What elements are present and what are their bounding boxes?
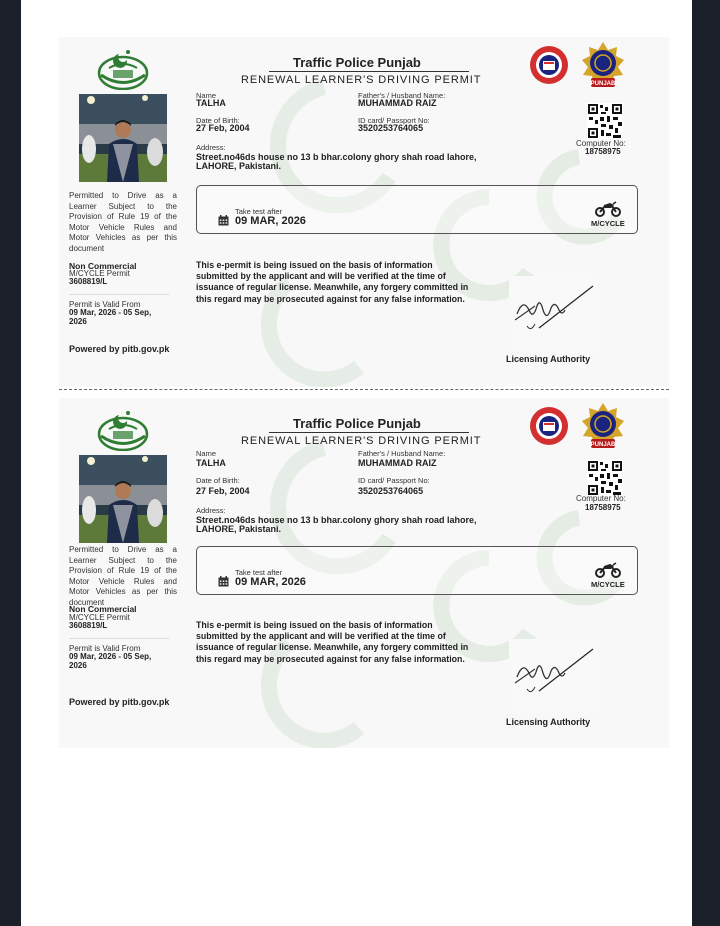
address-label: Address: <box>196 506 226 515</box>
computer-no-value: 18758975 <box>585 147 621 156</box>
header-title: Traffic Police Punjab <box>293 416 421 431</box>
powered-by: Powered by pitb.gov.pk <box>69 697 170 707</box>
signature <box>509 276 597 350</box>
punjab-police-badge <box>581 402 625 452</box>
name-value: TALHA <box>196 98 226 108</box>
address-line-1: Street.no46ds house no 13 b bhar.colony ghory shah road lahore, <box>196 515 477 525</box>
header-rule <box>269 71 469 72</box>
computer-no-label: Computer No: <box>576 494 626 503</box>
name-label: Name <box>196 91 217 100</box>
computer-no-label: Computer No: <box>576 139 626 148</box>
header-subtitle: RENEWAL LEARNER'S DRIVING PERMIT <box>241 74 482 86</box>
father-label: Father's / Husband Name: <box>358 449 446 458</box>
punjab-govt-logo <box>95 405 151 451</box>
id-label: ID card/ Passport No: <box>358 116 430 125</box>
qr-code <box>587 103 623 139</box>
permit-type: M/CYCLE Permit <box>69 613 130 622</box>
permit-card-1 <box>59 37 669 387</box>
address-line-2: LAHORE, Pakistani. <box>196 524 282 534</box>
father-value: MUHAMMAD RAIZ <box>358 98 437 108</box>
badge-text: PUNJAB <box>590 81 616 87</box>
qr-code <box>587 460 623 496</box>
dob-label: Date of Birth: <box>196 116 240 125</box>
father-value: MUHAMMAD RAIZ <box>358 458 437 468</box>
test-date-value: 09 MAR, 2026 <box>235 576 306 588</box>
notice-text: This e-permit is being issued on the basis of information submitted by the applicant and will be verified at the time of issuance of regular license. Meanwhile, any forgery committed in this regard may be prosecuted against for any false information. <box>196 260 469 304</box>
test-date-box <box>196 185 638 234</box>
valid-dates-line-1: 09 Mar, 2026 - 05 Sep, <box>69 652 152 661</box>
permit-number: 3608819/L <box>69 277 108 286</box>
dob-label: Date of Birth: <box>196 476 240 485</box>
valid-label: Permit is Valid From <box>69 644 141 653</box>
name-value: TALHA <box>196 458 226 468</box>
address-line-2: LAHORE, Pakistani. <box>196 161 282 171</box>
valid-dates-line-2: 2026 <box>69 661 87 670</box>
powered-by: Powered by pitb.gov.pk <box>69 344 170 354</box>
police-round-logo <box>529 406 569 446</box>
valid-dates-line-2: 2026 <box>69 317 87 326</box>
test-after-label: Take test after <box>235 568 283 577</box>
cut-line-divider <box>59 389 669 390</box>
calendar-icon <box>218 576 229 587</box>
permitted-text: Permitted to Drive as a Learner Subject to the Provision of Rule 19 of the Motor Vehicle Rules and Motor Vehicles as per this document <box>69 545 177 607</box>
non-commercial-label: Non Commercial <box>69 261 137 271</box>
header-rule <box>269 432 469 433</box>
id-value: 3520253764065 <box>358 123 424 133</box>
applicant-photo <box>79 455 167 543</box>
valid-label: Permit is Valid From <box>69 300 141 309</box>
notice-text: This e-permit is being issued on the basis of information submitted by the applicant and will be verified at the time of issuance of regular license. Meanwhile, any forgery committed in this regard may be prosecuted against for any false information. <box>196 620 469 664</box>
header-subtitle: RENEWAL LEARNER'S DRIVING PERMIT <box>241 435 482 447</box>
dob-value: 27 Feb, 2004 <box>196 123 250 133</box>
licensing-authority: Licensing Authority <box>506 717 591 727</box>
signature <box>509 639 597 713</box>
test-date-value: 09 MAR, 2026 <box>235 215 306 227</box>
applicant-photo <box>79 94 167 182</box>
valid-dates-line-1: 09 Mar, 2026 - 05 Sep, <box>69 308 152 317</box>
name-label: Name <box>196 449 217 458</box>
calendar-icon <box>218 215 229 226</box>
valid-separator <box>69 638 169 639</box>
permitted-text: Permitted to Drive as a Learner Subject to the Provision of Rule 19 of the Motor Vehicle Rules and Motor Vehicles as per this document <box>69 191 177 253</box>
permit-type: M/CYCLE Permit <box>69 269 130 278</box>
vehicle-type: M/CYCLE <box>591 580 625 589</box>
badge-text: PUNJAB <box>590 442 616 448</box>
motorcycle-icon <box>595 562 621 578</box>
id-label: ID card/ Passport No: <box>358 476 430 485</box>
father-label: Father's / Husband Name: <box>358 91 446 100</box>
id-value: 3520253764065 <box>358 486 424 496</box>
document-page <box>21 0 692 926</box>
test-date-box <box>196 546 638 595</box>
motorcycle-icon <box>595 201 621 217</box>
header-title: Traffic Police Punjab <box>293 55 421 70</box>
punjab-govt-logo <box>95 44 151 90</box>
punjab-police-badge <box>581 41 625 91</box>
valid-separator <box>69 294 169 295</box>
licensing-authority: Licensing Authority <box>506 354 591 364</box>
dob-value: 27 Feb, 2004 <box>196 486 250 496</box>
non-commercial-label: Non Commercial <box>69 604 137 614</box>
address-line-1: Street.no46ds house no 13 b bhar.colony ghory shah road lahore, <box>196 152 477 162</box>
police-round-logo <box>529 45 569 85</box>
permit-card-2 <box>59 398 669 748</box>
test-after-label: Take test after <box>235 207 283 216</box>
computer-no-value: 18758975 <box>585 503 621 512</box>
address-label: Address: <box>196 143 226 152</box>
permit-number: 3608819/L <box>69 621 108 630</box>
vehicle-type: M/CYCLE <box>591 219 625 228</box>
